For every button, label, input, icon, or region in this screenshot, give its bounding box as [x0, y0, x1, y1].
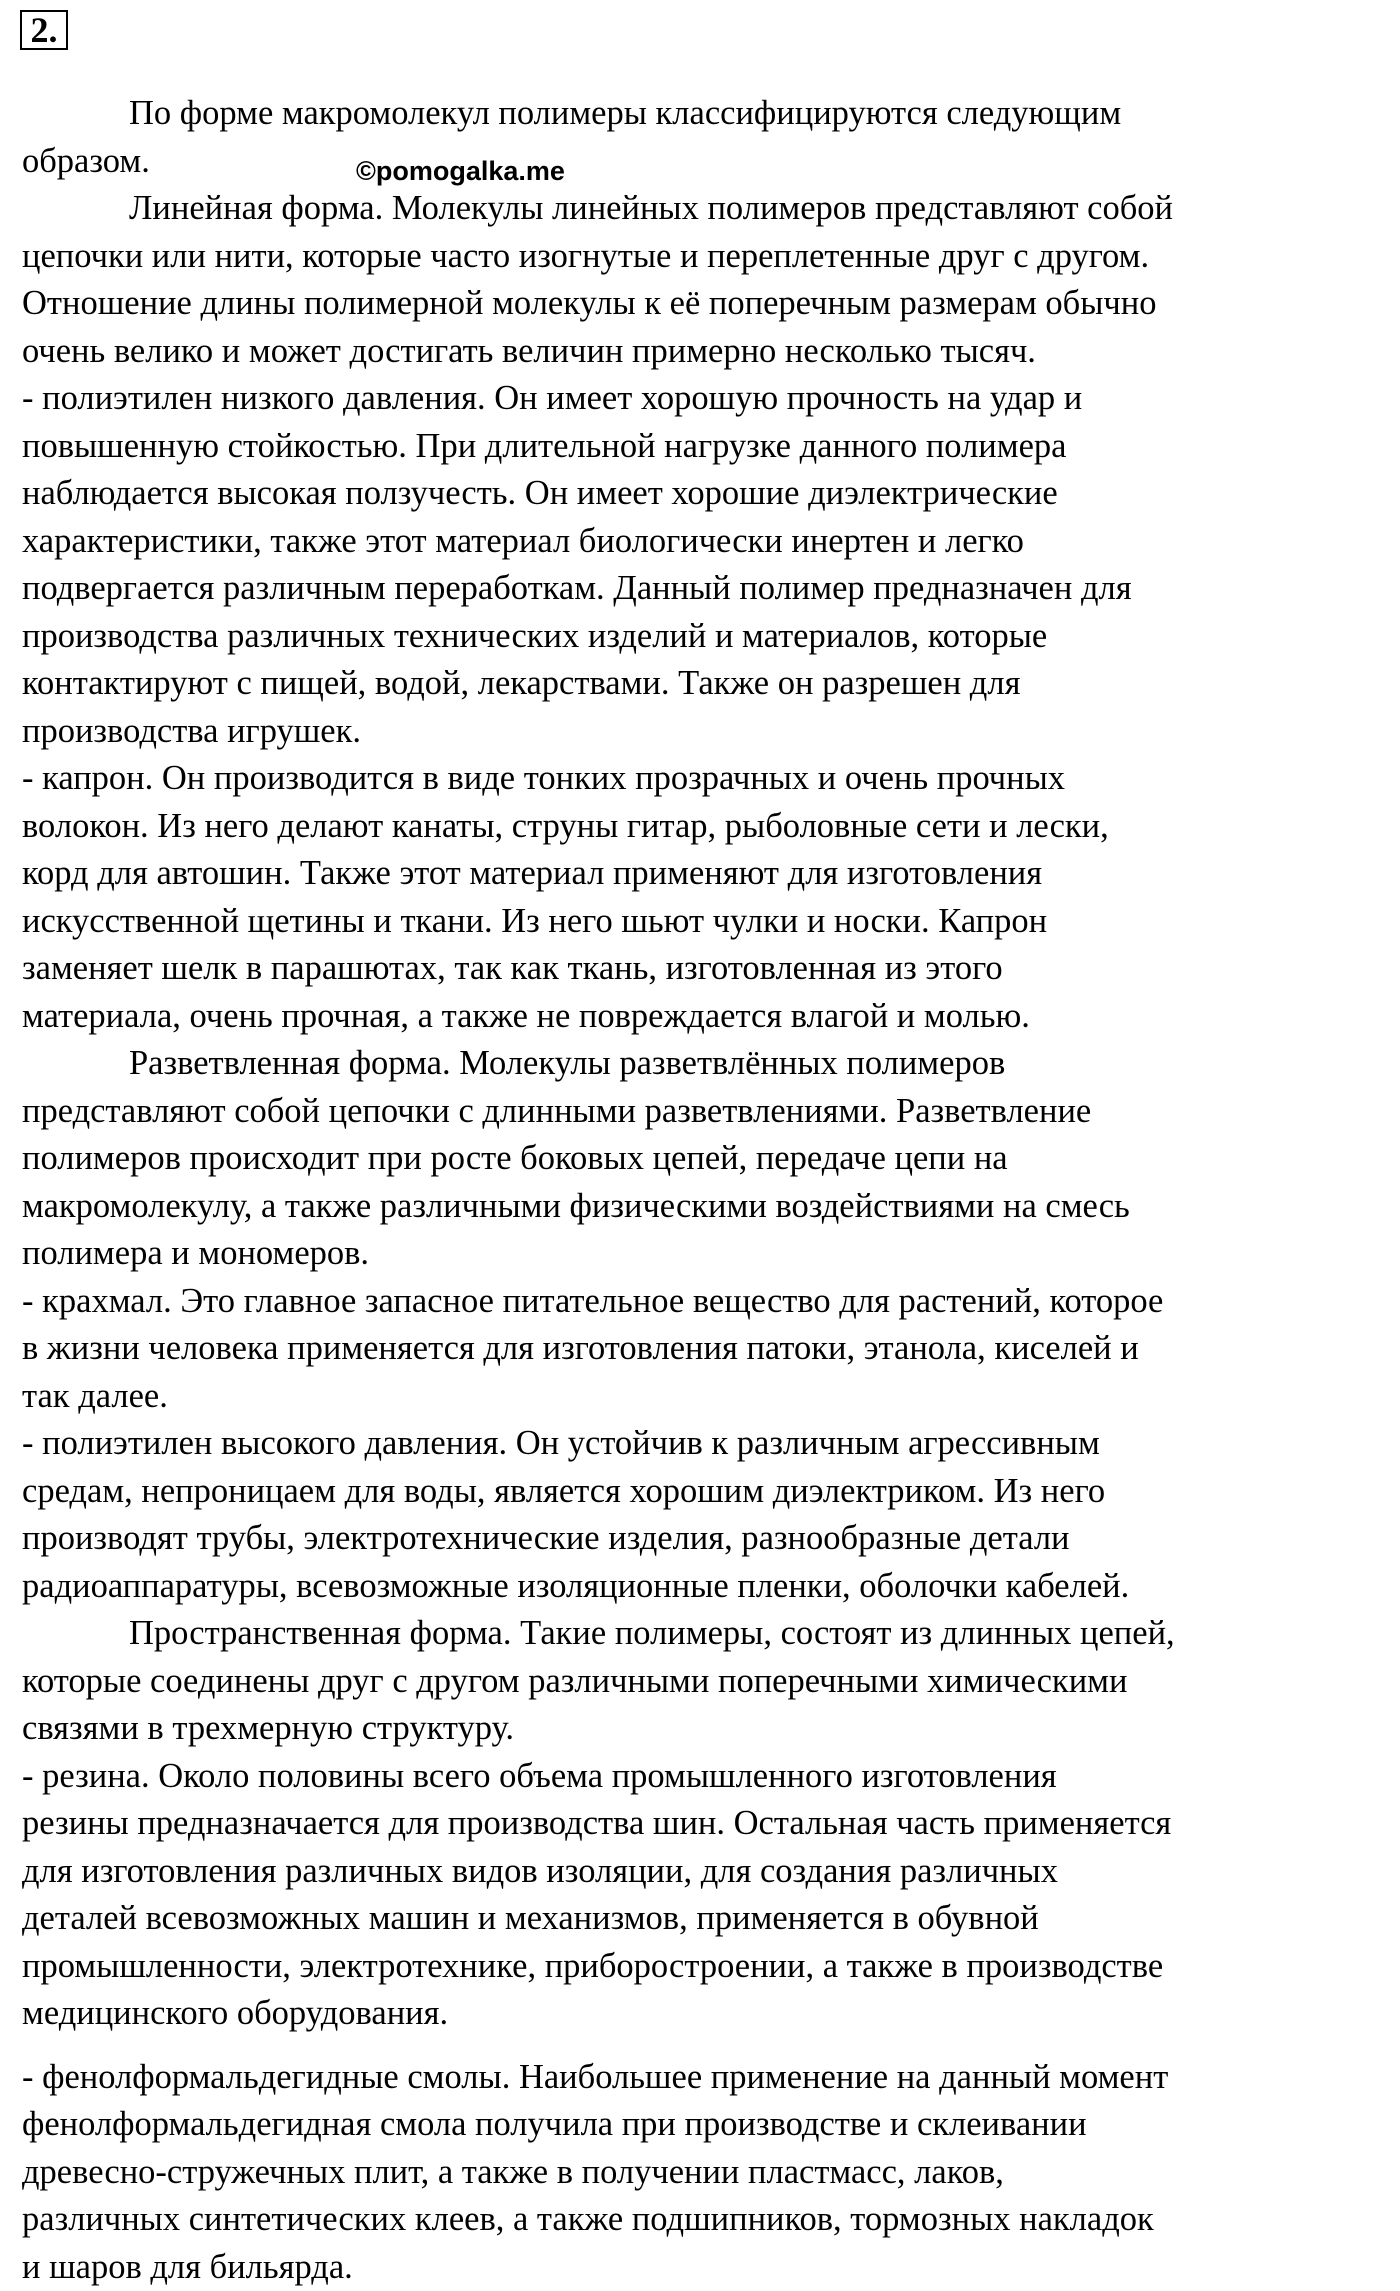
text-line: полимера и мономеров.	[22, 1230, 1394, 1278]
text-line: так далее.	[22, 1373, 1394, 1421]
text-line: деталей всевозможных машин и механизмов, применяется в обувной	[22, 1895, 1394, 1943]
text-line: материала, очень прочная, а также не повреждается влагой и молью.	[22, 993, 1394, 1041]
text-line: Разветвленная форма. Молекулы разветвлённых полимеров	[22, 1040, 1394, 1088]
text-line: которые соединены друг с другом различными поперечными химическими	[22, 1658, 1394, 1706]
text-line: образом.	[22, 138, 1394, 186]
text-line: для изготовления различных видов изоляции, для создания различных	[22, 1848, 1394, 1896]
text-line: и шаров для бильярда.	[22, 2244, 1394, 2291]
text-line: промышленности, электротехнике, приборостроении, а также в производстве	[22, 1943, 1394, 1991]
problem-number: 2.	[20, 10, 68, 50]
text-line: производства различных технических изделий и материалов, которые	[22, 613, 1394, 661]
text-line: очень велико и может достигать величин примерно несколько тысяч.	[22, 328, 1394, 376]
text-line: резины предназначается для производства шин. Остальная часть применяется	[22, 1800, 1394, 1848]
text-line: наблюдается высокая ползучесть. Он имеет хорошие диэлектрические	[22, 470, 1394, 518]
text-line: древесно-стружечных плит, а также в получении пластмасс, лаков,	[22, 2149, 1394, 2197]
text-line: - фенолформальдегидные смолы. Наибольшее применение на данный момент	[22, 2054, 1394, 2102]
text-line: контактируют с пищей, водой, лекарствами. Также он разрешен для	[22, 660, 1394, 708]
text-line: корд для автошин. Также этот материал применяют для изготовления	[22, 850, 1394, 898]
text-line: фенолформальдегидная смола получила при производстве и склеивании	[22, 2101, 1394, 2149]
text-line: подвергается различным переработкам. Данный полимер предназначен для	[22, 565, 1394, 613]
text-line: средам, непроницаем для воды, является хорошим диэлектриком. Из него	[22, 1468, 1394, 1516]
text-line: связями в трехмерную структуру.	[22, 1705, 1394, 1753]
text-line: - крахмал. Это главное запасное питательное вещество для растений, которое	[22, 1278, 1394, 1326]
text-line: волокон. Из него делают канаты, струны гитар, рыболовные сети и лески,	[22, 803, 1394, 851]
text-line: заменяет шелк в парашютах, так как ткань, изготовленная из этого	[22, 945, 1394, 993]
text-line: характеристики, также этот материал биологически инертен и легко	[22, 518, 1394, 566]
text-line: - резина. Около половины всего объема промышленного изготовления	[22, 1753, 1394, 1801]
text-line: различных синтетических клеев, а также подшипников, тормозных накладок	[22, 2196, 1394, 2244]
text-line: повышенную стойкостью. При длительной нагрузке данного полимера	[22, 423, 1394, 471]
text-line: цепочки или нити, которые часто изогнутые и переплетенные друг с другом.	[22, 233, 1394, 281]
text-line: Отношение длины полимерной молекулы к её поперечным размерам обычно	[22, 280, 1394, 328]
text-line: радиоаппаратуры, всевозможные изоляционные пленки, оболочки кабелей.	[22, 1563, 1394, 1611]
text-line: макромолекулу, а также различными физическими воздействиями на смесь	[22, 1183, 1394, 1231]
text-line: в жизни человека применяется для изготовления патоки, этанола, киселей и	[22, 1325, 1394, 1373]
text-line: - полиэтилен низкого давления. Он имеет хорошую прочность на удар и	[22, 375, 1394, 423]
text-line: Пространственная форма. Такие полимеры, состоят из длинных цепей,	[22, 1610, 1394, 1658]
text-line: - полиэтилен высокого давления. Он устойчив к различным агрессивным	[22, 1420, 1394, 1468]
text-line: производят трубы, электротехнические изделия, разнообразные детали	[22, 1515, 1394, 1563]
text-line: искусственной щетины и ткани. Из него шьют чулки и носки. Капрон	[22, 898, 1394, 946]
text-line: полимеров происходит при росте боковых цепей, передаче цепи на	[22, 1135, 1394, 1183]
document-body	[22, 90, 1394, 2291]
watermark: ©pomogalka.me	[356, 156, 565, 186]
text-line: Линейная форма. Молекулы линейных полимеров представляют собой	[22, 185, 1394, 233]
text-line: - капрон. Он производится в виде тонких прозрачных и очень прочных	[22, 755, 1394, 803]
text-line: производства игрушек.	[22, 708, 1394, 756]
text-line: представляют собой цепочки с длинными разветвлениями. Разветвление	[22, 1088, 1394, 1136]
text-line: По форме макромолекул полимеры классифицируются следующим	[22, 90, 1394, 138]
text-line: медицинского оборудования.	[22, 1990, 1394, 2038]
